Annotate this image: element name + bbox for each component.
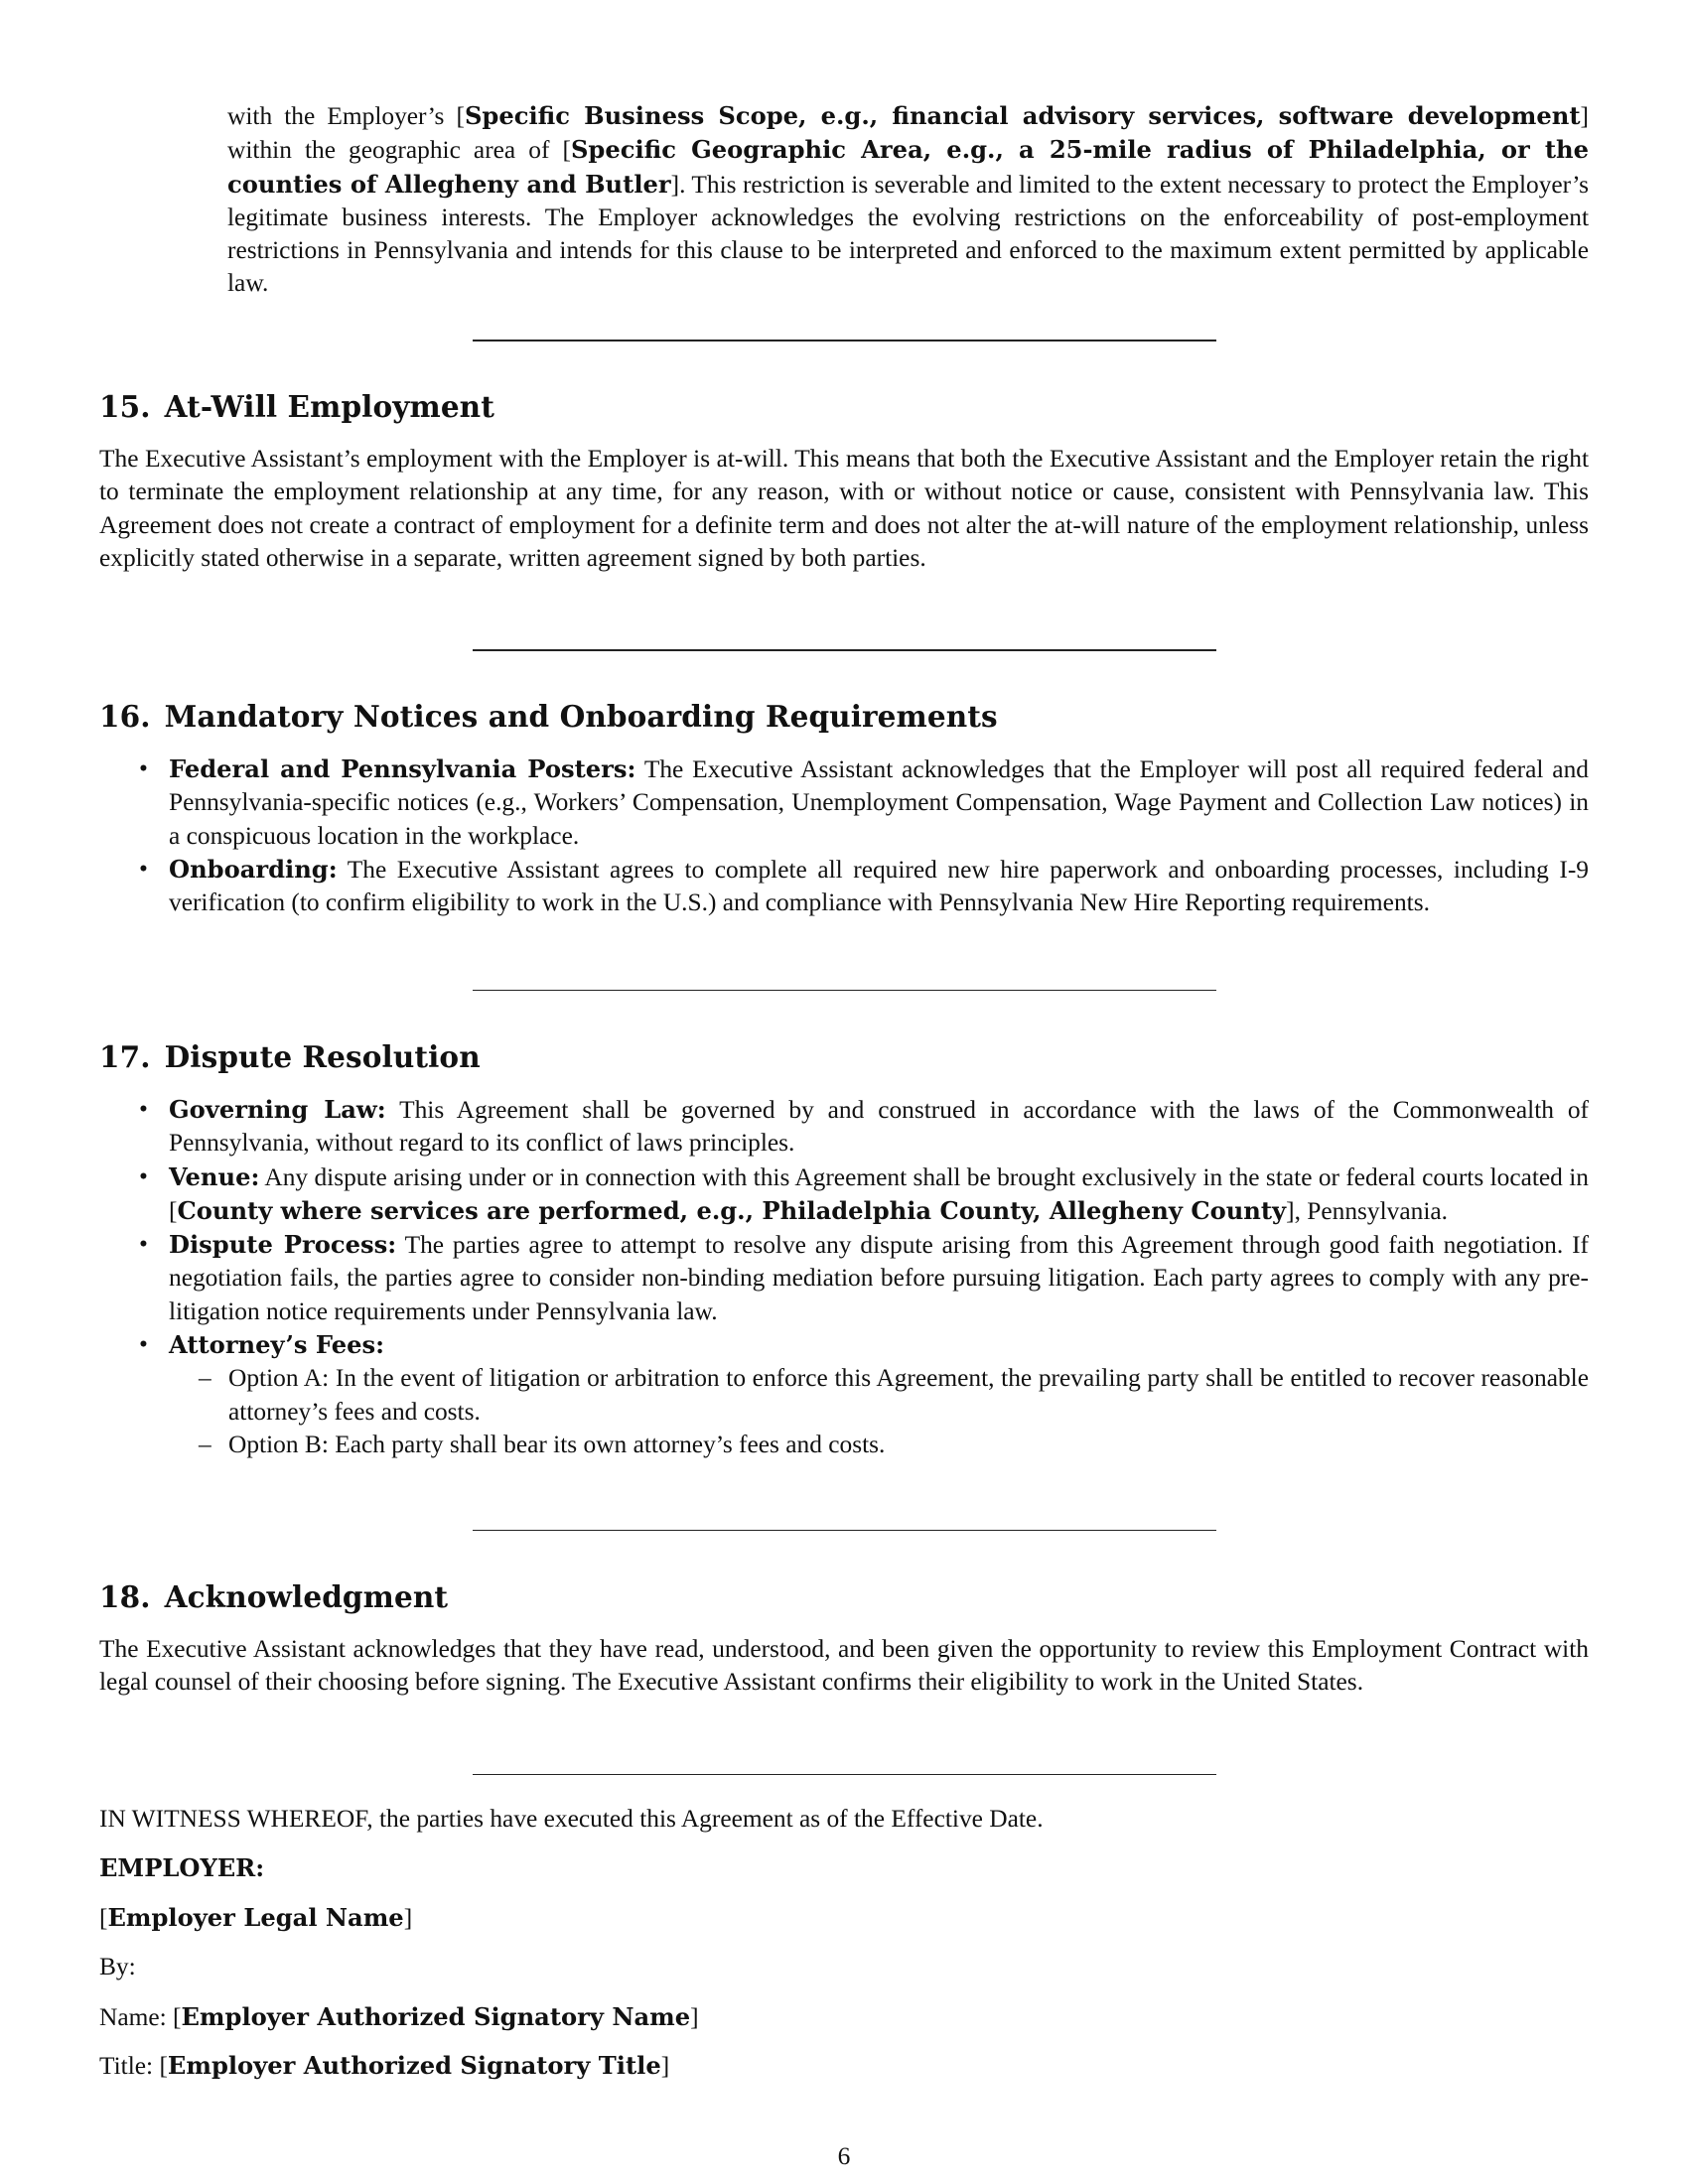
list-item-attorneys-fees <box>99 1328 1589 1461</box>
section-18-heading <box>99 1579 448 1615</box>
section-divider <box>473 1530 1216 1531</box>
list-item-governing-law <box>99 1093 1589 1160</box>
fees-options-list <box>169 1362 1589 1461</box>
option-item: – Option B: Each party shall bear its own attorney’s fees and costs. <box>169 1429 1589 1461</box>
signatory-title-placeholder: Employer Authorized Signatory Title <box>167 2051 661 2080</box>
title-label: Title: <box>99 2052 160 2080</box>
section-15-heading <box>99 389 494 425</box>
item-label: Dispute Process: <box>169 1230 397 1260</box>
non-compete-continuation <box>227 99 1589 301</box>
section-16-heading <box>99 699 998 735</box>
item-label: Governing Law: <box>169 1095 386 1124</box>
section-17-heading <box>99 1039 481 1075</box>
business-scope-placeholder: Specific Business Scope, e.g., financial advisory services, software development <box>464 101 1581 130</box>
employer-legal-name: [Employer Legal Name] <box>99 1903 413 1932</box>
page-number: 6 <box>837 2142 851 2170</box>
signature-by: By: <box>99 1953 136 1980</box>
section-divider <box>473 340 1216 341</box>
section-18-body: The Executive Assistant acknowledges that they have read, understood, and been given the opportunity to review this Employment Contract with legal counsel of their choosing before signing. The Executive Assistant confirms their eligibility to work in the United States. <box>99 1635 1589 1697</box>
employer-label <box>99 1851 264 1885</box>
item-text: ], Pennsylvania. <box>1286 1196 1449 1225</box>
section-title: At-Will Employment <box>164 389 494 424</box>
item-label: Onboarding: <box>169 854 338 884</box>
signatory-name-placeholder: Employer Authorized Signatory Name <box>181 2002 691 2031</box>
section-17-list <box>99 1093 1589 1461</box>
section-title: Acknowledgment <box>164 1579 449 1614</box>
section-divider <box>473 1774 1216 1775</box>
item-label: Attorney’s Fees: <box>169 1330 385 1360</box>
item-label: Federal and Pennsylvania Posters: <box>169 754 636 783</box>
list-item-dispute-process <box>99 1228 1589 1328</box>
section-divider <box>473 990 1216 991</box>
item-text: Any dispute arising under or in connection with this Agreement shall be brought exclusively in the state or federal courts located in [ <box>169 1162 1589 1225</box>
item-text: The Executive Assistant acknowledges that the Employer will post all required federal and Pennsylvania-specific notices (e.g., Workers’ Compensation, Unemployment Compensation, Wage Payment and Collection Law notices) in a conspicuous location in the workplace. <box>169 755 1589 850</box>
employer-label-text: EMPLOYER: <box>99 1853 265 1882</box>
section-number: 18. <box>99 1579 151 1614</box>
section-number: 15. <box>99 389 151 424</box>
section-number: 16. <box>99 699 151 734</box>
section-number: 17. <box>99 1039 151 1074</box>
list-item-venue <box>99 1160 1589 1229</box>
signatory-title: Title: [Employer Authorized Signatory Title] <box>99 2051 670 2080</box>
section-title: Mandatory Notices and Onboarding Requirements <box>164 699 998 734</box>
intro-text-1: with the Employer’s [ <box>227 102 465 130</box>
county-placeholder: County where services are performed, e.g., Philadelphia County, Allegheny County <box>177 1195 1287 1225</box>
intro-text-2: ] within the geographic area of [ <box>227 102 1589 165</box>
section-16-list <box>99 752 1589 919</box>
item-text: The Executive Assistant agrees to complete all required new hire paperwork and onboarding processes, including I-9 verification (to confirm eligibility to work in the U.S.) and compliance with Pennsylvania New Hire Reporting requirements. <box>169 855 1589 917</box>
signatory-name: Name: [Employer Authorized Signatory Name] <box>99 2002 699 2031</box>
item-text: This Agreement shall be governed by and construed in accordance with the laws of the Commonwealth of Pennsylvania, without regard to its conflict of laws principles. <box>169 1096 1589 1158</box>
geographic-area-placeholder: Specific Geographic Area, e.g., a 25-mile radius of Philadelphia, or the counties of Allegheny and Butler <box>227 135 1590 199</box>
witness-statement: IN WITNESS WHEREOF, the parties have executed this Agreement as of the Effective Date. <box>99 1805 1044 1833</box>
section-title: Dispute Resolution <box>164 1039 481 1074</box>
legal-name-placeholder: Employer Legal Name <box>107 1903 404 1932</box>
intro-text-3: ]. This restriction is severable and limited to the extent necessary to protect the Employer’s legitimate business interests. The Employer acknowledges the evolving restrictions on the enforceability of post-employment restrictions in Pennsylvania and intends for this clause to be interpreted and enforced to the maximum extent permitted by applicable law. <box>227 170 1589 298</box>
section-15-body: The Executive Assistant’s employment with the Employer is at-will. This means that both the Executive Assistant and the Employer retain the right to terminate the employment relationship at any time, for any reason, with or without notice or cause, consistent with Pennsylvania law. This Agreement does not create a contract of employment for a definite term and does not alter the at-will nature of the employment relationship, unless explicitly stated otherwise in a separate, written agreement signed by both parties. <box>99 445 1589 572</box>
section-divider <box>473 649 1216 651</box>
name-label: Name: <box>99 2003 174 2031</box>
option-item: – Option A: In the event of litigation or arbitration to enforce this Agreement, the prevailing party shall be entitled to recover reasonable attorney’s fees and costs. <box>169 1362 1589 1429</box>
item-text: The parties agree to attempt to resolve any dispute arising from this Agreement through good faith negotiation. If negotiation fails, the parties agree to consider non-binding mediation before pursuing litigation. Each party agrees to comply with any pre-litigation notice requirements under Pennsylvania law. <box>169 1231 1589 1325</box>
item-label: Venue: <box>169 1161 260 1191</box>
list-item <box>99 752 1589 853</box>
list-item <box>99 853 1589 920</box>
